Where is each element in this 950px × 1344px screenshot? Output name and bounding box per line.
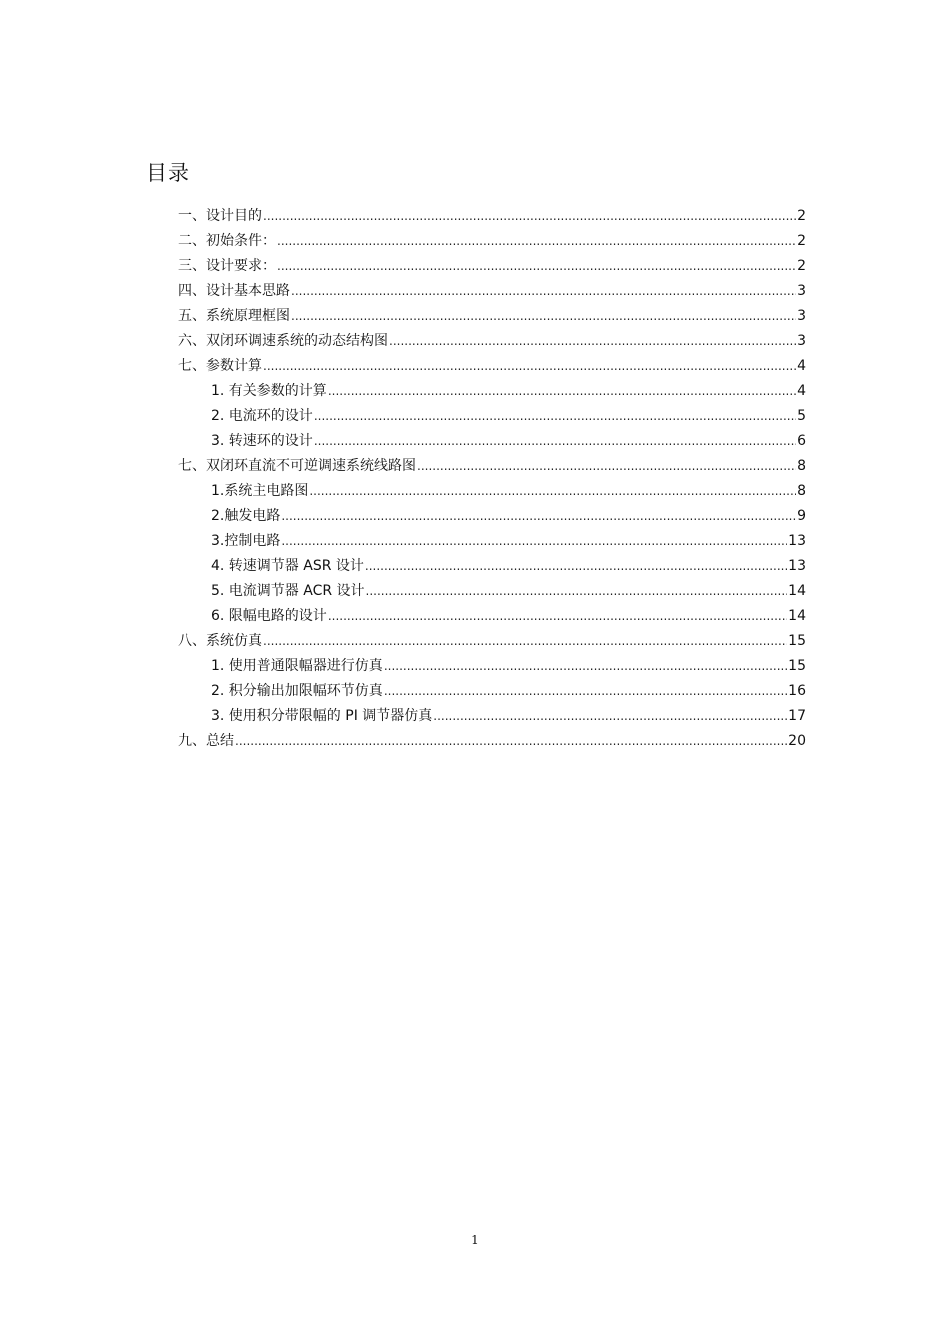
toc-entry[interactable] <box>178 329 806 354</box>
toc-entry-label: 七、双闭环直流不可逆调速系统线路图 <box>178 458 416 474</box>
toc-entry-label: 5. 电流调节器 ACR 设计 <box>211 583 365 599</box>
toc-entry-page: 15 <box>788 658 806 674</box>
toc-dot-leader <box>366 579 788 604</box>
toc-entry-page: 8 <box>797 483 806 499</box>
toc-entry-page: 4 <box>797 383 806 399</box>
toc-entry[interactable] <box>178 729 806 754</box>
toc-entry-page: 16 <box>788 683 806 699</box>
toc-subentry[interactable] <box>178 554 806 579</box>
toc-list <box>178 204 806 754</box>
toc-entry-label: 九、总结 <box>178 733 234 749</box>
toc-entry-label: 五、系统原理框图 <box>178 308 290 324</box>
toc-subentry[interactable] <box>178 529 806 554</box>
toc-entry-page: 2 <box>797 233 806 249</box>
toc-entry-label: 三、设计要求： <box>178 258 276 274</box>
toc-entry-page: 5 <box>797 408 806 424</box>
toc-dot-leader <box>314 429 796 454</box>
toc-dot-leader <box>263 629 787 654</box>
toc-entry[interactable] <box>178 304 806 329</box>
toc-entry-page: 4 <box>797 358 806 374</box>
toc-entry[interactable] <box>178 204 806 229</box>
toc-entry-page: 6 <box>797 433 806 449</box>
toc-dot-leader <box>291 279 796 304</box>
toc-dot-leader <box>314 404 796 429</box>
toc-entry-label: 七、参数计算 <box>178 358 262 374</box>
toc-entry-label: 八、系统仿真 <box>178 633 262 649</box>
toc-entry-page: 13 <box>788 533 806 549</box>
toc-subentry[interactable] <box>178 579 806 604</box>
toc-entry-label: 1. 使用普通限幅器进行仿真 <box>211 658 383 674</box>
toc-entry-page: 2 <box>797 258 806 274</box>
toc-dot-leader <box>235 729 787 754</box>
toc-entry-label: 6. 限幅电路的设计 <box>211 608 327 624</box>
toc-entry-label: 2. 电流环的设计 <box>211 408 313 424</box>
toc-entry[interactable] <box>178 254 806 279</box>
toc-entry-label: 1.系统主电路图 <box>211 483 309 499</box>
toc-entry-label: 3. 转速环的设计 <box>211 433 313 449</box>
toc-entry-label: 4. 转速调节器 ASR 设计 <box>211 558 364 574</box>
toc-entry[interactable] <box>178 229 806 254</box>
toc-dot-leader <box>328 379 796 404</box>
toc-entry-page: 14 <box>788 608 806 624</box>
toc-entry[interactable] <box>178 454 806 479</box>
toc-dot-leader <box>263 354 796 379</box>
toc-title: 目录 <box>146 161 190 185</box>
toc-subentry[interactable] <box>178 604 806 629</box>
toc-dot-leader <box>277 254 796 279</box>
toc-entry-label: 六、双闭环调速系统的动态结构图 <box>178 333 388 349</box>
toc-dot-leader <box>389 329 796 354</box>
toc-subentry[interactable] <box>178 654 806 679</box>
toc-subentry[interactable] <box>178 429 806 454</box>
toc-entry-label: 四、设计基本思路 <box>178 283 290 299</box>
toc-dot-leader <box>277 229 796 254</box>
toc-entry[interactable] <box>178 354 806 379</box>
toc-subentry[interactable] <box>178 704 806 729</box>
page-number: 1 <box>471 1233 479 1247</box>
toc-subentry[interactable] <box>178 379 806 404</box>
toc-entry-label: 1. 有关参数的计算 <box>211 383 327 399</box>
toc-dot-leader <box>263 204 796 229</box>
toc-entry-page: 14 <box>788 583 806 599</box>
toc-entry[interactable] <box>178 629 806 654</box>
toc-entry-page: 15 <box>788 633 806 649</box>
toc-entry-page: 3 <box>797 308 806 324</box>
toc-entry-label: 3. 使用积分带限幅的 PI 调节器仿真 <box>211 708 433 724</box>
toc-entry[interactable] <box>178 279 806 304</box>
toc-dot-leader <box>309 479 796 504</box>
toc-dot-leader <box>328 604 787 629</box>
toc-dot-leader <box>281 504 796 529</box>
toc-entry-label: 二、初始条件： <box>178 233 276 249</box>
toc-subentry[interactable] <box>178 479 806 504</box>
toc-dot-leader <box>417 454 796 479</box>
toc-entry-page: 2 <box>797 208 806 224</box>
toc-dot-leader <box>365 554 787 579</box>
toc-subentry[interactable] <box>178 404 806 429</box>
toc-entry-label: 2. 积分输出加限幅环节仿真 <box>211 683 383 699</box>
toc-entry-page: 3 <box>797 333 806 349</box>
toc-dot-leader <box>433 704 787 729</box>
toc-entry-page: 8 <box>797 458 806 474</box>
toc-subentry[interactable] <box>178 504 806 529</box>
toc-dot-leader <box>384 654 787 679</box>
toc-subentry[interactable] <box>178 679 806 704</box>
toc-entry-label: 3.控制电路 <box>211 533 281 549</box>
toc-entry-label: 2.触发电路 <box>211 508 281 524</box>
toc-entry-label: 一、设计目的 <box>178 208 262 224</box>
toc-dot-leader <box>291 304 796 329</box>
toc-entry-page: 13 <box>788 558 806 574</box>
toc-entry-page: 9 <box>797 508 806 524</box>
toc-dot-leader <box>281 529 787 554</box>
toc-entry-page: 3 <box>797 283 806 299</box>
toc-dot-leader <box>384 679 787 704</box>
toc-entry-page: 20 <box>788 733 806 749</box>
toc-entry-page: 17 <box>788 708 806 724</box>
